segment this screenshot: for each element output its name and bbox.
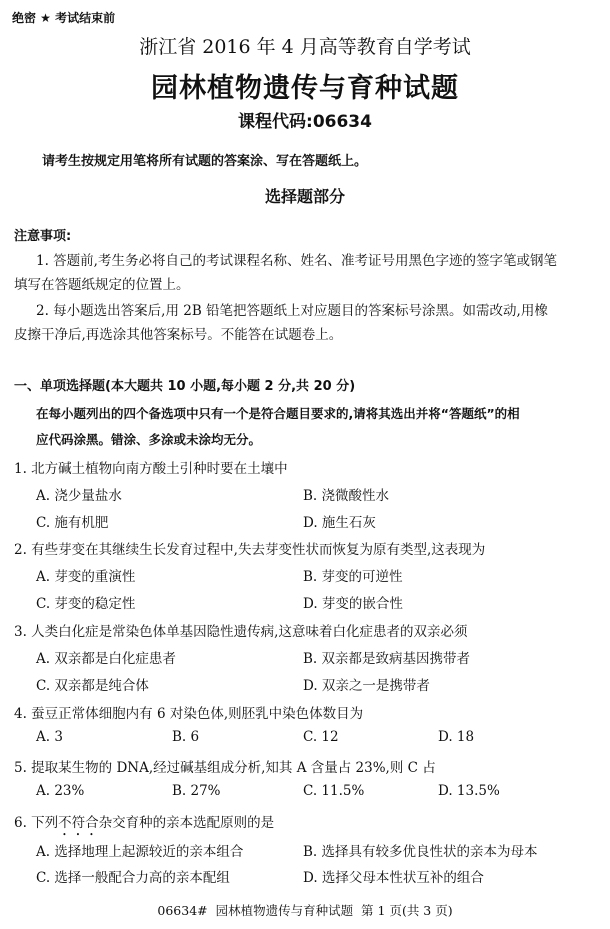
subject-title: 园林植物遗传与育种试题 (151, 73, 459, 104)
question-3-option-c: C. 双亲都是纯合体 (36, 678, 149, 694)
question-6-stem-prefix: 6. 下列 (14, 815, 59, 831)
question-4-option-d: D. 18 (438, 729, 475, 745)
question-3-option-b: B. 双亲都是致病基因携带者 (303, 651, 471, 667)
question-6-stem-emphasis: 不符合 (58, 815, 99, 831)
question-5-stem: 5. 提取某生物的 DNA,经过碱基组成分析,知其 A 含量占 23%,则 C 占 (14, 760, 436, 776)
question-4-stem: 4. 蚕豆正常体细胞内有 6 对染色体,则胚乳中染色体数目为 (14, 706, 364, 722)
question-5-option-b: B. 27% (172, 783, 221, 799)
question-3-option-a: A. 双亲都是白化症患者 (36, 651, 176, 667)
note-2-line-1: 2. 每小题选出答案后,用 2B 铅笔把答题纸上对应题目的答案标号涂黑。如需改动,用橡 (36, 303, 548, 319)
question-4-option-b: B. 6 (172, 729, 200, 745)
part1-desc-line-1: 在每小题列出的四个备选项中只有一个是符合题目要求的,请将其选出并将“答题纸”的相 (36, 406, 520, 421)
question-3-option-d: D. 双亲之一是携带者 (303, 678, 430, 694)
question-2-option-a: A. 芽变的重演性 (36, 569, 136, 585)
page-footer: 06634# 园林植物遗传与育种试题 第 1 页(共 3 页) (157, 903, 453, 918)
question-3-stem: 3. 人类白化症是常染色体单基因隐性遗传病,这意味着白化症患者的双亲必须 (14, 624, 468, 640)
question-2-stem: 2. 有些芽变在其继续生长发育过程中,失去芽变性状而恢复为原有类型,这表现为 (14, 542, 486, 558)
exam-title: 浙江省 2016 年 4 月高等教育自学考试 (139, 36, 471, 58)
note-1-line-2: 填写在答题纸规定的位置上。 (14, 277, 190, 293)
note-1-line-1: 1. 答题前,考生务必将自己的考试课程名称、姓名、准考证号用黑色字迹的签字笔或钢笔 (36, 253, 557, 269)
question-6-stem-suffix: 杂交育种的亲本选配原则的是 (98, 815, 275, 831)
question-1-option-a: A. 浇少量盐水 (36, 488, 122, 504)
question-5-option-c: C. 11.5% (303, 783, 365, 799)
question-1-option-b: B. 浇微酸性水 (303, 488, 390, 504)
question-4-option-c: C. 12 (303, 729, 339, 745)
part1-heading: 一、单项选择题(本大题共 10 小题,每小题 2 分,共 20 分) (14, 379, 356, 394)
question-2-option-b: B. 芽变的可逆性 (303, 569, 403, 585)
question-5-option-d: D. 13.5% (438, 783, 500, 799)
question-1-option-c: C. 施有机肥 (36, 515, 109, 531)
section-title: 选择题部分 (264, 187, 345, 206)
question-5-option-a: A. 23% (36, 783, 85, 799)
question-6-option-b: B. 选择具有较多优良性状的亲本为母本 (303, 844, 538, 860)
part1-desc-line-2: 应代码涂黑。错涂、多涂或未涂均无分。 (36, 432, 262, 447)
question-2-option-c: C. 芽变的稳定性 (36, 596, 136, 612)
question-6-option-a: A. 选择地理上起源较近的亲本组合 (36, 844, 244, 860)
secret-mark: 绝密 ★ 考试结束前 (12, 11, 116, 25)
question-6-option-d: D. 选择父母本性状互补的组合 (303, 870, 484, 886)
question-1-option-d: D. 施生石灰 (303, 515, 376, 531)
note-2-line-2: 皮擦干净后,再选涂其他答案标号。不能答在试题卷上。 (14, 327, 343, 343)
question-2-option-d: D. 芽变的嵌合性 (303, 596, 403, 612)
question-6-option-c: C. 选择一般配合力高的亲本配组 (36, 870, 230, 886)
course-code: 课程代码:06634 (238, 112, 372, 132)
question-6-stem (14, 811, 274, 839)
notes-heading: 注意事项: (14, 229, 72, 244)
question-1-stem: 1. 北方碱土植物向南方酸土引种时要在土壤中 (14, 461, 288, 477)
answer-instruction: 请考生按规定用笔将所有试题的答案涂、写在答题纸上。 (42, 154, 368, 169)
question-4-option-a: A. 3 (36, 729, 63, 745)
